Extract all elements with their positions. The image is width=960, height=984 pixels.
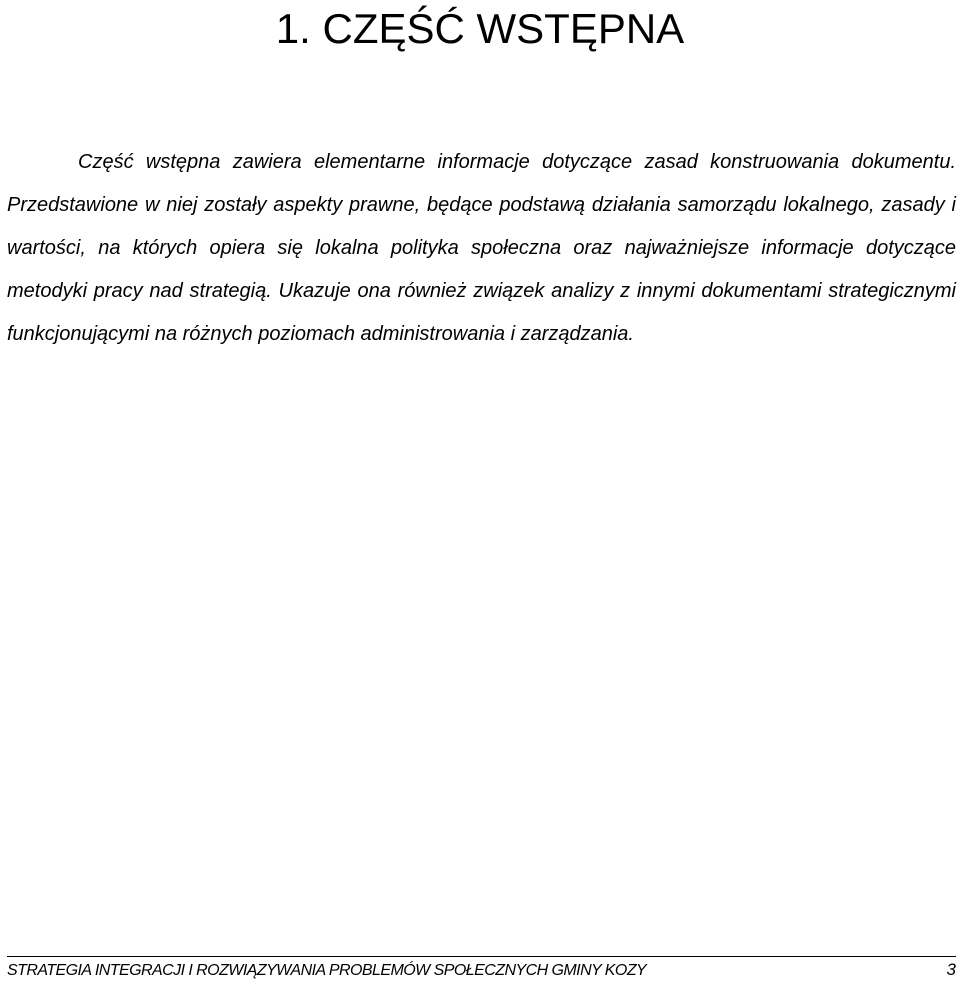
intro-paragraph xyxy=(7,141,956,356)
page-number: 3 xyxy=(946,960,956,979)
page-footer xyxy=(7,956,956,984)
intro-sentence-rest: Przedstawione w niej zostały aspekty prawne, będące podstawą działania samorządu lokalnego, zasady i wartości, na których opiera się lokalna polityka społeczna oraz najważniejsze informacje dotyczące metodyki pracy nad strategią. Ukazuje ona również związek analizy z innymi dokumentami strategicznymi funkcjonującymi na różnych poziomach administrowania i zarządzania. xyxy=(7,194,956,345)
page-title: 1. CZĘŚĆ WSTĘPNA xyxy=(275,5,685,52)
footer-title: STRATEGIA INTEGRACJI I ROZWIĄZYWANIA PROBLEMÓW SPOŁECZNYCH GMINY KOZY xyxy=(7,962,647,979)
intro-sentence-one: Część wstępna zawiera elementarne informacje dotyczące zasad konstruowania dokumentu. xyxy=(78,151,956,173)
